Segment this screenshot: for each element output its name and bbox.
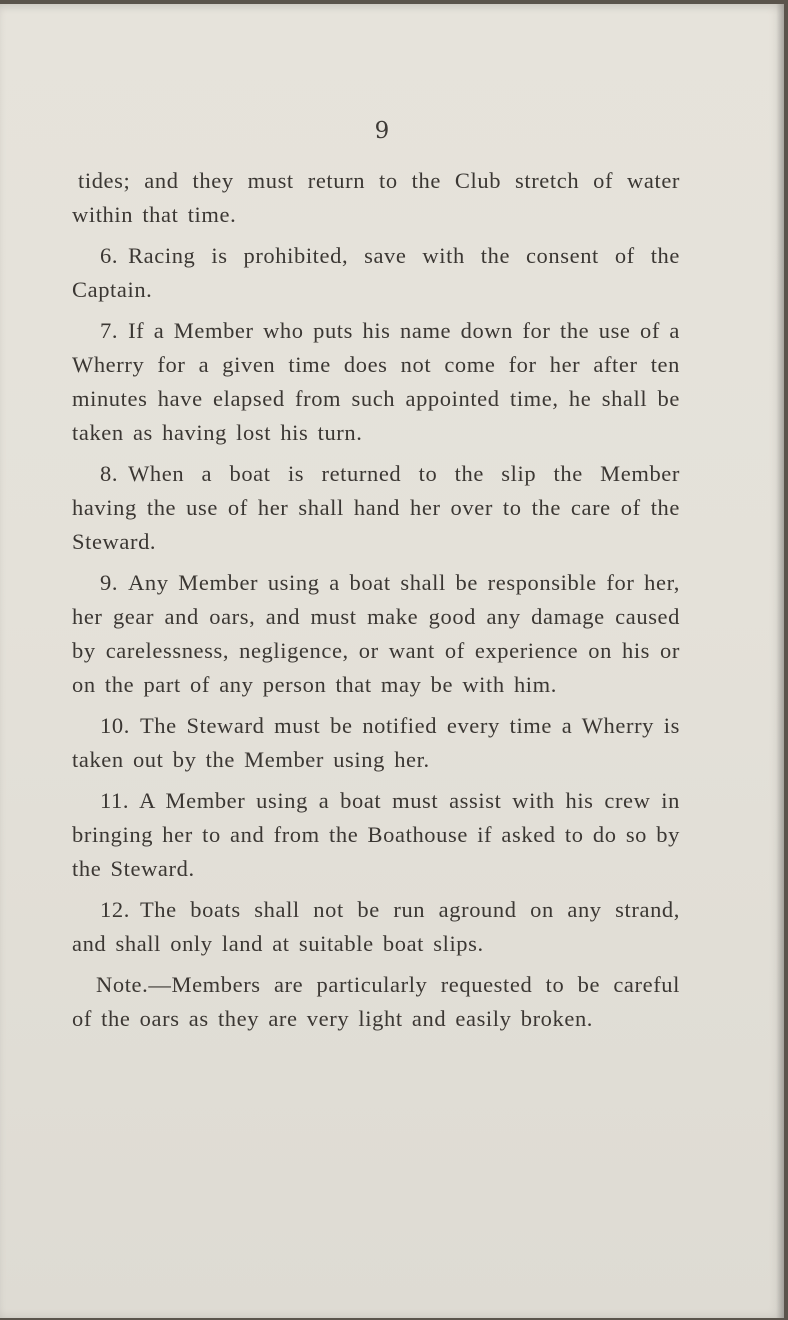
rule-text: The boats shall not be run aground on any strand, and shall only land at suitable boat slips. [72, 897, 680, 956]
rule-number: 6. [100, 243, 119, 268]
rules-text-block [72, 164, 680, 1043]
rule-11 [72, 784, 680, 886]
book-page [0, 4, 784, 1318]
rule-text: Racing is prohibited, save with the consent of the Captain. [72, 243, 680, 302]
note-paragraph [72, 968, 680, 1036]
rule-number: 8. [100, 461, 119, 486]
rule-9 [72, 566, 680, 702]
rule-number: 11. [100, 788, 130, 813]
rule-text: The Steward must be notified every time a Wherry is taken out by the Member using her. [72, 713, 680, 772]
page-number: 9 [374, 118, 390, 144]
rule-8 [72, 457, 680, 559]
rule-text: When a boat is returned to the slip the Member having the use of her shall hand her over to the care of the Steward. [72, 461, 680, 554]
rule-text: If a Member who puts his name down for the use of a Wherry for a given time does not come for her after ten minutes have elapsed from such appointed time, he shall be taken as having lost his turn. [72, 318, 680, 445]
note-text: Note.—Members are particularly requested to be careful of the oars as they are very light and easily broken. [72, 972, 680, 1031]
rule-number: 9. [100, 570, 119, 595]
paragraph-text: tides; and they must return to the Club stretch of water within that time. [72, 168, 680, 227]
rule-text: Any Member using a boat shall be responsible for her, her gear and oars, and must make good any damage caused by carelessness, negligence, or want of experience on his or on the part of any person that may be with him. [72, 570, 680, 697]
rule-text: A Member using a boat must assist with his crew in bringing her to and from the Boathouse if asked to do so by the Steward. [72, 788, 680, 881]
rule-number: 7. [100, 318, 119, 343]
rule-10 [72, 709, 680, 777]
page-edge-shadow [776, 4, 784, 1318]
rule-6 [72, 239, 680, 307]
rule-number: 12. [100, 897, 130, 922]
paragraph-continuation [72, 164, 680, 232]
rule-7 [72, 314, 680, 450]
rule-number: 10. [100, 713, 130, 738]
rule-12 [72, 893, 680, 961]
